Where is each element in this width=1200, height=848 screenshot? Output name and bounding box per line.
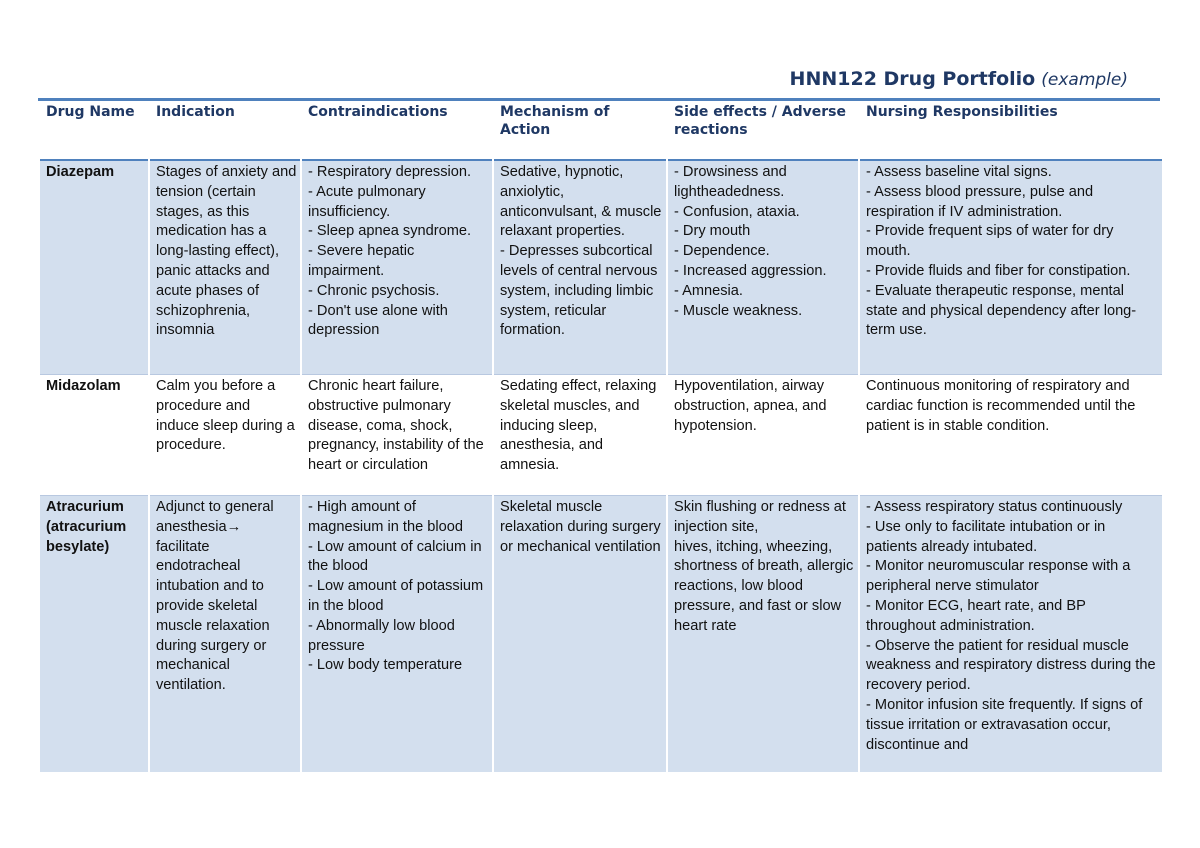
cell-line: - Increased aggression. bbox=[674, 262, 827, 279]
cell-line: Hypoventilation, airway obstruction, apnea, and hypotension. bbox=[674, 378, 827, 434]
table-row bbox=[40, 161, 1162, 374]
cell-line: - Sleep apnea syndrome. bbox=[308, 223, 472, 240]
cell-line: - Low body temperature bbox=[308, 657, 463, 674]
side-effects-cell bbox=[668, 496, 858, 772]
drug-name-cell: Midazolam bbox=[40, 374, 148, 496]
cell-line: - Assess blood pressure, pulse and respiration if IV administration. bbox=[866, 183, 1094, 220]
cell-line: - Don't use alone with depression bbox=[308, 302, 448, 339]
nursing-cell bbox=[860, 374, 1162, 496]
cell-line: Chronic heart failure, obstructive pulmonary disease, coma, shock, pregnancy, instability of the heart or circulation bbox=[308, 378, 484, 474]
side-effects-cell bbox=[668, 374, 858, 496]
cell-line: - Monitor neuromuscular response with a peripheral nerve stimulator bbox=[866, 558, 1131, 595]
mechanism-cell bbox=[494, 161, 666, 374]
cell-line: - Provide frequent sips of water for dry mouth. bbox=[866, 223, 1114, 260]
cell-line: - Assess baseline vital signs. bbox=[866, 164, 1052, 180]
nursing-cell bbox=[860, 496, 1162, 772]
col-header-contraindications: Contraindications bbox=[302, 101, 492, 161]
cell-line: - Acute pulmonary insufficiency. bbox=[308, 183, 426, 220]
table-row bbox=[40, 496, 1162, 772]
cell-line: - Observe the patient for residual muscle weakness and respiratory distress during the recovery period. bbox=[866, 637, 1156, 694]
cell-line: - Low amount of calcium in the blood bbox=[308, 538, 482, 575]
cell-line: Skin flushing or redness at injection site, bbox=[674, 499, 846, 535]
cell-line: - Monitor infusion site frequently. If signs of tissue irritation or extravasation occur, discontinue and bbox=[866, 696, 1143, 753]
cell-line: Continuous monitoring of respiratory and cardiac function is recommended until the patient is in stable condition. bbox=[866, 378, 1136, 434]
contraindications-cell bbox=[302, 496, 492, 772]
cell-line: Skeletal muscle relaxation during surgery or mechanical ventilation bbox=[500, 499, 661, 555]
indication-cell: Calm you before a procedure and induce sleep during a procedure. bbox=[150, 374, 300, 496]
cell-line: - Muscle weakness. bbox=[674, 302, 803, 319]
cell-line: - Abnormally low blood pressure bbox=[308, 617, 455, 654]
col-header-mechanism: Mechanism of Action bbox=[494, 101, 666, 161]
cell-line: - Confusion, ataxia. bbox=[674, 203, 800, 220]
cell-line: - Severe hepatic impairment. bbox=[308, 243, 415, 279]
nursing-cell bbox=[860, 161, 1162, 374]
col-header-side-effects: Side effects / Adverse reactions bbox=[668, 101, 858, 161]
cell-line: - Respiratory depression. bbox=[308, 164, 472, 180]
col-header-drug-name: Drug Name bbox=[40, 101, 148, 161]
title-text: HNN122 Drug Portfolio bbox=[789, 68, 1036, 90]
contraindications-cell bbox=[302, 374, 492, 496]
cell-line: Sedative, hypnotic, anxiolytic, anticonvulsant, & muscle relaxant properties. bbox=[500, 164, 662, 240]
nursing-cell-clip bbox=[866, 498, 1159, 770]
cell-line: - Dependence. bbox=[674, 243, 770, 260]
cell-line: - Dry mouth bbox=[674, 223, 751, 240]
indication-cell: Adjunct to general anesthesia→ facilitate endotracheal intubation and to provide skeletal muscle relaxation during surgery or mechanical ventilation. bbox=[150, 496, 300, 772]
drug-name-cell: Diazepam bbox=[40, 161, 148, 374]
document-title bbox=[790, 68, 1128, 90]
table-row bbox=[40, 374, 1162, 496]
cell-line: - Evaluate therapeutic response, mental state and physical dependency after long-term use. bbox=[866, 282, 1137, 339]
cell-line: hives, itching, wheezing, shortness of breath, allergic reactions, low blood pressure, and fast or slow heart rate bbox=[674, 538, 854, 634]
contraindications-cell bbox=[302, 161, 492, 374]
col-header-indication: Indication bbox=[150, 101, 300, 161]
indication-cell: Stages of anxiety and tension (certain stages, as this medication has a long-lasting effect), panic attacks and acute phases of schizophrenia, insomnia bbox=[150, 161, 300, 374]
col-header-nursing: Nursing Responsibilities bbox=[860, 101, 1162, 161]
drug-name-cell: Atracurium (atracurium besylate) bbox=[40, 496, 148, 772]
cell-line: - Low amount of potassium in the blood bbox=[308, 578, 484, 614]
mechanism-cell bbox=[494, 496, 666, 772]
cell-line: - Assess respiratory status continuously bbox=[866, 499, 1123, 515]
cell-line: - Use only to facilitate intubation or in patients already intubated. bbox=[866, 518, 1106, 555]
cell-line: - Provide fluids and fiber for constipation. bbox=[866, 262, 1131, 279]
cell-line: - Amnesia. bbox=[674, 282, 743, 299]
cell-line: - Monitor ECG, heart rate, and BP throughout administration. bbox=[866, 597, 1086, 634]
side-effects-cell bbox=[668, 161, 858, 374]
drug-table bbox=[38, 101, 1164, 772]
cell-line: - Drowsiness and lightheadedness. bbox=[674, 164, 787, 200]
mechanism-cell bbox=[494, 374, 666, 496]
cell-line: - Chronic psychosis. bbox=[308, 282, 440, 299]
cell-line: - Depresses subcortical levels of central nervous system, including limbic system, reticular formation. bbox=[500, 243, 658, 339]
table-header-row bbox=[40, 101, 1162, 161]
cell-line: Sedating effect, relaxing skeletal muscles, and inducing sleep, anesthesia, and amnesia. bbox=[500, 378, 657, 474]
title-subtitle: (example) bbox=[1041, 70, 1128, 90]
cell-line: - High amount of magnesium in the blood bbox=[308, 499, 463, 535]
